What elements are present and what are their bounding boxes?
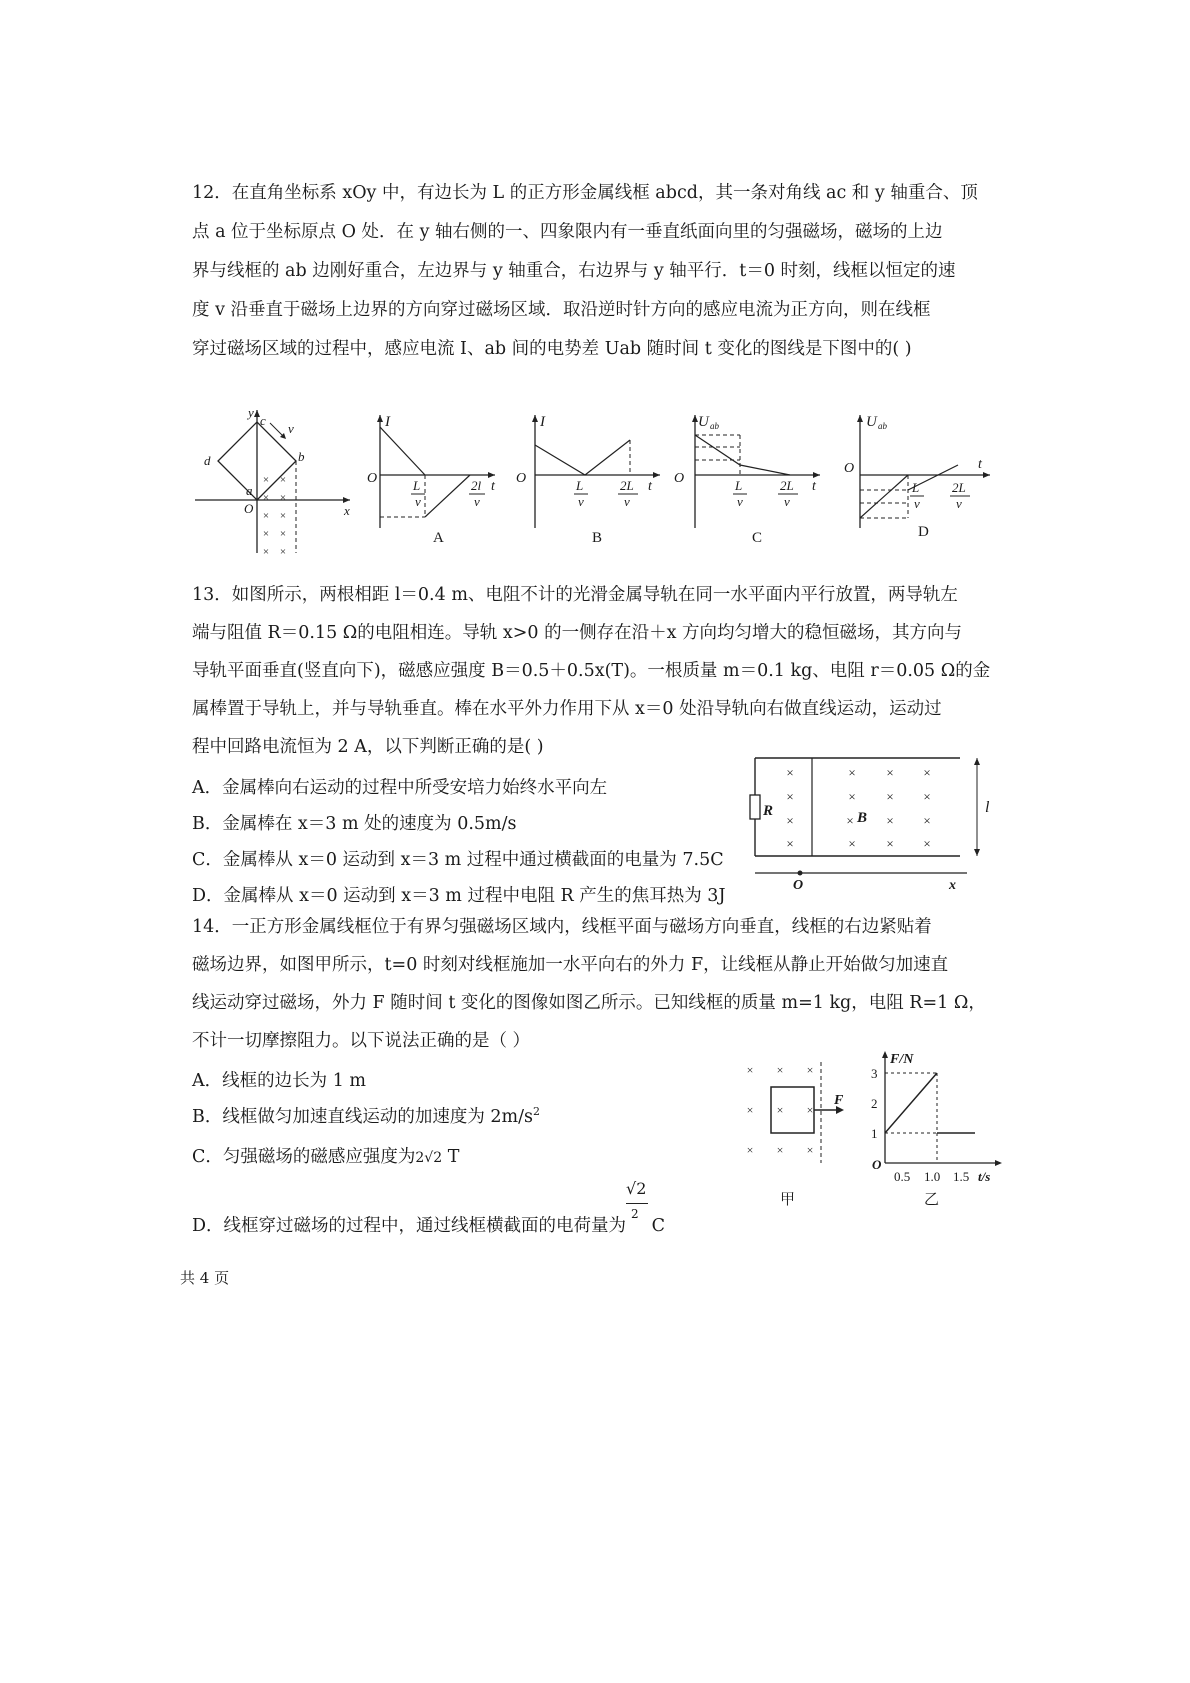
q14-line-1: 14．一正方形金属线框位于有界匀强磁场区域内，线框平面与磁场方向垂直，线框的右边紧贴着: [192, 917, 932, 937]
graph-a-L: L: [413, 478, 421, 493]
q12-field-crosses: [263, 474, 286, 558]
svg-text:×: ×: [262, 474, 270, 486]
graph-b-v: v: [578, 494, 584, 509]
graph-c-v2: v: [784, 494, 790, 509]
svg-text:×: ×: [262, 528, 270, 540]
graph-a-caption: A: [433, 530, 444, 546]
svg-text:×: ×: [279, 546, 287, 558]
q13-option-b: B．金属棒在 x＝3 m 处的速度为 0.5m/s: [192, 814, 517, 834]
svg-text:×: ×: [786, 789, 794, 804]
svg-text:×: ×: [746, 1063, 754, 1077]
q14-ytick-3: 3: [871, 1066, 878, 1081]
q13-line-4: 属棒置于导轨上，并与导轨垂直。棒在水平外力作用下从 x＝0 处沿导轨向右做直线运动，运动过: [192, 699, 942, 719]
graph-c-y-label: U: [698, 414, 709, 430]
svg-text:×: ×: [848, 789, 856, 804]
q12-line-2: 点 a 位于坐标原点 O 处．在 y 轴右侧的一、四象限内有一垂直纸面向里的匀强磁场，磁场的上边: [192, 222, 943, 242]
graph-a-y-label: I: [385, 414, 390, 430]
q14-option-c-unit: T: [442, 1147, 460, 1167]
q14-field-crosses: [747, 1063, 814, 1157]
q12-v-label: v: [288, 421, 294, 436]
q12-o-label: O: [244, 501, 254, 516]
q14-option-c-math: 2√2: [415, 1150, 443, 1166]
q14-option-d-text: D．线框穿过磁场的过程中，通过线框横截面的电荷量为: [192, 1216, 627, 1236]
q14-caption-yi: 乙: [924, 1192, 940, 1208]
graph-c-L: L: [735, 478, 743, 493]
graph-a-o-label: O: [367, 471, 378, 486]
graph-d-o-label: O: [844, 461, 855, 476]
q14-xtick-10: 1.0: [924, 1169, 941, 1184]
svg-text:×: ×: [886, 813, 894, 828]
q14-option-d-numerator: √2: [626, 1179, 647, 1198]
q13-option-a: A．金属棒向右运动的过程中所受安培力始终水平向左: [192, 778, 608, 798]
svg-text:×: ×: [848, 836, 856, 851]
q13-l-label: l: [985, 799, 990, 816]
graph-a-v: v: [415, 494, 421, 509]
q14-line-2: 磁场边界，如图甲所示，t=0 时刻对线框施加一水平向右的外力 F，让线框从静止开始做匀加速直: [192, 955, 949, 975]
graph-b-v2: v: [624, 494, 630, 509]
q13-O-label: O: [793, 878, 804, 893]
q12-x-label: x: [344, 503, 350, 518]
q13-field-crosses: [786, 765, 930, 851]
graph-d-y-label: U: [866, 414, 877, 430]
q13-B-label: B: [857, 810, 868, 826]
svg-text:×: ×: [279, 510, 287, 522]
q14-figure-yi: [860, 1045, 1010, 1210]
svg-text:×: ×: [279, 492, 287, 504]
svg-text:×: ×: [848, 765, 856, 780]
graph-d-caption: D: [918, 524, 929, 540]
graph-d-v2: v: [956, 496, 962, 511]
graph-b-o-label: O: [516, 471, 527, 486]
graph-c-o-label: O: [674, 471, 685, 486]
svg-text:×: ×: [886, 789, 894, 804]
graph-a-2l: 2l: [471, 478, 482, 493]
q12-c-label: c: [260, 413, 266, 428]
svg-text:×: ×: [923, 765, 931, 780]
page-footer: 共 4 页: [180, 1269, 230, 1287]
q14-option-a: A．线框的边长为 1 m: [192, 1071, 366, 1091]
q14-option-d-fraction: [626, 1179, 647, 1237]
graph-d-2L: 2L: [952, 480, 966, 495]
q14-line-4: 不计一切摩擦阻力。以下说法正确的是（ ）: [192, 1031, 531, 1051]
svg-text:×: ×: [886, 836, 894, 851]
q12-line-4: 度 v 沿垂直于磁场上边界的方向穿过磁场区域．取沿逆时针方向的感应电流为正方向，则在线框: [192, 300, 931, 320]
q13-line-1: 13．如图所示，两根相距 l＝0.4 m、电阻不计的光滑金属导轨在同一水平面内平行放置，两导轨左: [192, 585, 958, 605]
graph-d-v: v: [914, 496, 920, 511]
q12-d-label: d: [204, 453, 211, 468]
q12-line-3: 界与线框的 ab 边刚好重合，左边界与 y 轴重合，右边界与 y 轴平行．t＝0 时刻，线框以恒定的速: [192, 261, 956, 281]
q13-line-3: 导轨平面垂直(竖直向下)，磁感应强度 B＝0.5＋0.5x(T)。一根质量 m＝0.1 kg、电阻 r＝0.05 Ω的金: [192, 661, 991, 681]
q12-line-5: 穿过磁场区域的过程中，感应电流 I、ab 间的电势差 Uab 随时间 t 变化的图线是下图中的( ): [192, 339, 912, 359]
q13-option-d: D．金属棒从 x＝0 运动到 x＝3 m 过程中电阻 R 产生的焦耳热为 3J: [192, 886, 726, 906]
q12-line-1: 12．在直角坐标系 xOy 中，有边长为 L 的正方形金属线框 abcd，其一条对角线 ac 和 y 轴重合、顶: [192, 183, 978, 203]
q14-option-d-denominator: 2: [631, 1207, 639, 1221]
q14-xtick-05: 0.5: [894, 1169, 911, 1184]
graph-b-caption: B: [592, 530, 603, 546]
graph-a-v2: v: [474, 494, 480, 509]
q14-caption-jia: 甲: [780, 1192, 796, 1208]
svg-text:×: ×: [746, 1103, 754, 1117]
graph-c-v: v: [737, 494, 743, 509]
q13-rail-figure: [745, 755, 1000, 893]
svg-text:×: ×: [262, 510, 270, 522]
q13-x-label: x: [949, 878, 956, 893]
svg-text:×: ×: [776, 1063, 784, 1077]
q14-ts-label: t/s: [978, 1169, 991, 1184]
svg-text:×: ×: [923, 789, 931, 804]
svg-text:×: ×: [786, 813, 794, 828]
q12-graph-a: [365, 410, 505, 550]
graph-c-y-sub: ab: [710, 421, 719, 431]
q14-option-d: [192, 1179, 665, 1237]
q14-option-b-text: B．线框做匀加速直线运动的加速度为 2m/s: [192, 1107, 534, 1127]
svg-text:×: ×: [279, 474, 287, 486]
svg-text:×: ×: [886, 765, 894, 780]
q14-F-label: F: [834, 1093, 844, 1108]
svg-text:×: ×: [806, 1143, 814, 1157]
svg-text:×: ×: [776, 1103, 784, 1117]
q12-b-label: b: [298, 449, 305, 464]
q13-line-2: 端与阻值 R＝0.15 Ω的电阻相连。导轨 x>0 的一侧存在沿＋x 方向均匀增大的稳恒磁场，其方向与: [192, 623, 962, 643]
graph-b-y-label: I: [540, 414, 545, 430]
svg-text:×: ×: [746, 1143, 754, 1157]
q12-frame-figure: [190, 405, 360, 558]
svg-text:×: ×: [923, 836, 931, 851]
svg-text:×: ×: [806, 1103, 814, 1117]
q14-option-c-text: C．匀强磁场的磁感应强度为: [192, 1147, 416, 1167]
q14-option-d-unit: C: [646, 1216, 665, 1236]
svg-text:×: ×: [262, 546, 270, 558]
q13-line-5: 程中回路电流恒为 2 A，以下判断正确的是( ): [192, 737, 544, 757]
q14-ytick-1: 1: [871, 1126, 878, 1141]
svg-text:×: ×: [923, 813, 931, 828]
svg-text:×: ×: [786, 836, 794, 851]
q12-a-label: a: [246, 483, 253, 498]
graph-a-t-label: t: [491, 479, 495, 494]
q14-xtick-15: 1.5: [953, 1169, 970, 1184]
graph-d-y-sub: ab: [878, 421, 887, 431]
q14-figure-jia: [740, 1060, 850, 1210]
q14-line-3: 线运动穿过磁场，外力 F 随时间 t 变化的图像如图乙所示。已知线框的质量 m=1 kg，电阻 R=1 Ω，: [192, 993, 986, 1013]
svg-text:×: ×: [846, 813, 854, 828]
svg-text:×: ×: [262, 492, 270, 504]
svg-text:×: ×: [786, 765, 794, 780]
q13-option-c: C．金属棒从 x＝0 运动到 x＝3 m 过程中通过横截面的电量为 7.5C: [192, 850, 724, 870]
graph-c-t-label: t: [812, 479, 816, 494]
svg-text:×: ×: [279, 528, 287, 540]
q14-option-b-sup: 2: [533, 1105, 541, 1119]
svg-text:×: ×: [776, 1143, 784, 1157]
q14-option-b: [192, 1103, 540, 1128]
q14-O-label: O: [872, 1157, 882, 1172]
q14-FN-label: F/N: [890, 1052, 914, 1067]
q12-graph-d: [840, 410, 1000, 550]
graph-d-L: L: [912, 480, 920, 495]
q12-graph-c: [674, 410, 830, 550]
graph-b-2L: 2L: [620, 478, 634, 493]
q14-ytick-2: 2: [871, 1096, 878, 1111]
graph-c-caption: C: [752, 530, 763, 546]
graph-b-t-label: t: [648, 479, 652, 494]
q13-R-label: R: [763, 803, 774, 819]
q12-y-label: y: [248, 405, 254, 420]
q12-graph-b: [516, 410, 670, 550]
q14-option-c: [192, 1143, 459, 1168]
graph-d-t-label: t: [978, 457, 982, 472]
svg-text:×: ×: [806, 1063, 814, 1077]
graph-b-L: L: [576, 478, 584, 493]
graph-c-2L: 2L: [780, 478, 794, 493]
